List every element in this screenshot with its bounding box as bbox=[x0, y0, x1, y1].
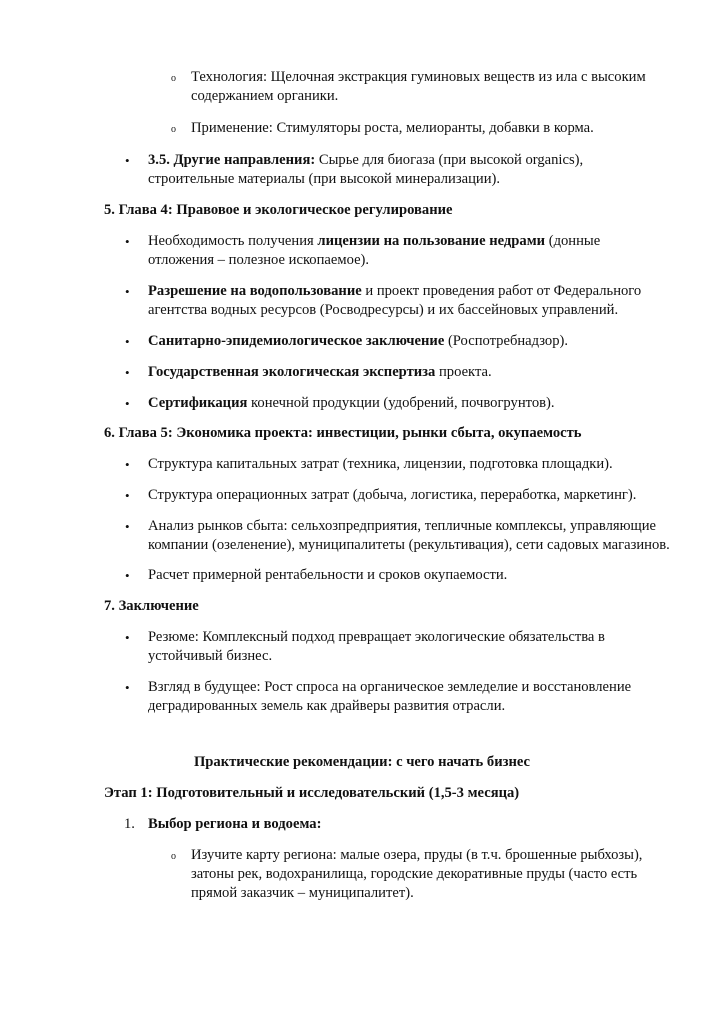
list-item-summary-line2: устойчивый бизнес. bbox=[148, 648, 273, 664]
sub-item-application: Применение: Стимуляторы роста, мелиоранты, добавки в корма. bbox=[191, 120, 594, 136]
numbered-item-region-choice: Выбор региона и водоема: bbox=[148, 816, 322, 832]
list-item-license-line1: Необходимость получения лицензии на пользование недрами (донные bbox=[148, 233, 601, 249]
list-item-markets-line2: компании (озеленение), муниципалитеты (рекультивация), сети садовых магазинов. bbox=[148, 537, 670, 553]
list-item-capex: Структура капитальных затрат (техника, лицензии, подготовка площадки). bbox=[148, 456, 613, 472]
bullet-icon: • bbox=[125, 680, 130, 695]
list-item-other-directions-line1: 3.5. Другие направления: Сырье для биогаза (при высокой organics), bbox=[148, 152, 584, 168]
bullet-icon: • bbox=[125, 630, 130, 645]
list-item-water-use-line1: Разрешение на водопользование и проект проведения работ от Федерального bbox=[148, 283, 642, 299]
bullet-icon: • bbox=[125, 153, 130, 168]
chapter-5-heading: 6. Глава 5: Экономика проекта: инвестиции, рынки сбыта, окупаемость bbox=[104, 425, 582, 441]
bullet-icon: • bbox=[125, 334, 130, 349]
sub-item-technology-line2: содержанием органики. bbox=[191, 88, 339, 104]
list-item-outlook-line2: деградированных земель как драйверы развития отрасли. bbox=[148, 698, 506, 714]
list-item-eco-expertise: Государственная экологическая экспертиза проекта. bbox=[148, 364, 492, 380]
list-item-sanitary: Санитарно-эпидемиологическое заключение (Роспотребнадзор). bbox=[148, 333, 569, 349]
chapter-4-heading: 5. Глава 4: Правовое и экологическое регулирование bbox=[104, 202, 453, 218]
bullet-icon: • bbox=[125, 396, 130, 411]
bullet-icon: • bbox=[125, 568, 130, 583]
sub-item-map-line1: Изучите карту региона: малые озера, пруды (в т.ч. брошенные рыбхозы), bbox=[191, 847, 643, 863]
recommendations-title: Практические рекомендации: с чего начать бизнес bbox=[193, 754, 531, 770]
conclusion-heading: 7. Заключение bbox=[104, 598, 199, 614]
circle-bullet-icon: o bbox=[171, 124, 176, 135]
list-item-summary-line1: Резюме: Комплексный подход превращает экологические обязательства в bbox=[148, 629, 605, 645]
stage-1-heading: Этап 1: Подготовительный и исследовательский (1,5-3 месяца) bbox=[104, 785, 520, 801]
circle-bullet-icon: o bbox=[171, 73, 176, 84]
circle-bullet-icon: o bbox=[171, 851, 176, 862]
bullet-icon: • bbox=[125, 457, 130, 472]
sub-item-map-line2: затоны рек, водохранилища, городские декоративные пруды (часто есть bbox=[191, 866, 638, 882]
list-item-markets-line1: Анализ рынков сбыта: сельхозпредприятия, тепличные комплексы, управляющие bbox=[148, 518, 657, 534]
list-item-license-line2: отложения – полезное ископаемое). bbox=[148, 252, 370, 268]
bullet-icon: • bbox=[125, 488, 130, 503]
bullet-icon: • bbox=[125, 284, 130, 299]
list-item-other-directions-line2: строительные материалы (при высокой минерализации). bbox=[148, 171, 501, 187]
sub-item-technology-line1: Технология: Щелочная экстракция гуминовых веществ из ила с высоким bbox=[191, 69, 646, 85]
list-item-water-use-line2: агентства водных ресурсов (Росводресурсы) и их бассейновых управлений. bbox=[148, 302, 619, 318]
bullet-icon: • bbox=[125, 234, 130, 249]
numbered-item-marker: 1. bbox=[124, 816, 135, 832]
list-item-outlook-line1: Взгляд в будущее: Рост спроса на органическое земледелие и восстановление bbox=[148, 679, 632, 695]
bullet-icon: • bbox=[125, 365, 130, 380]
sub-item-map-line3: прямой заказчик – муниципалитет). bbox=[191, 885, 414, 901]
list-item-opex: Структура операционных затрат (добыча, логистика, переработка, маркетинг). bbox=[148, 487, 637, 503]
bullet-icon: • bbox=[125, 519, 130, 534]
list-item-profitability: Расчет примерной рентабельности и сроков окупаемости. bbox=[148, 567, 508, 583]
list-item-certification: Сертификация конечной продукции (удобрений, почвогрунтов). bbox=[148, 395, 555, 411]
